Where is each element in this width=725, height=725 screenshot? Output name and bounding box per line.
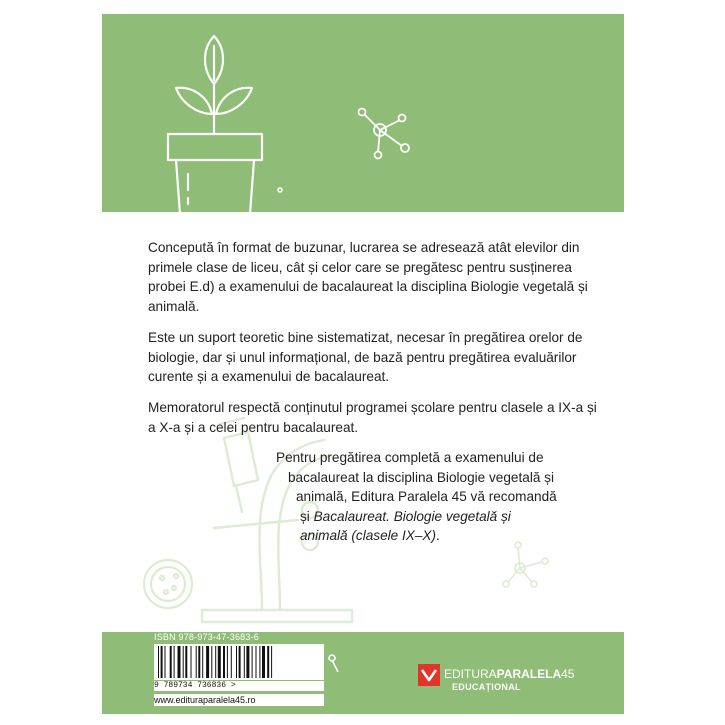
- publisher-name-bold: PARALELA: [496, 667, 562, 681]
- barcode-bar: [215, 646, 216, 678]
- barcode-bar: [267, 646, 269, 678]
- recommendation-suffix: .: [436, 528, 440, 543]
- recommendation-prefix: și: [300, 508, 314, 524]
- description-panel: [102, 212, 624, 632]
- barcode-bar: [252, 646, 253, 678]
- barcode-bar: [174, 646, 175, 678]
- barcode-bar: [202, 646, 203, 678]
- recommendation-line: Pentru pregătirea completă a examenului de: [276, 450, 544, 465]
- publisher-logo: [418, 664, 618, 698]
- barcode-bar: [236, 646, 237, 678]
- recommendation-line: [276, 526, 606, 546]
- description-paragraph-1: Concepută în format de buzunar, lucrarea se adresează atât elevilor din primele clase de liceu, cât și celor care se pregătesc pentru susținerea probei E.d) a examenului de bacalaureat la disciplina Biologie vegetală și animală.: [148, 240, 588, 314]
- barcode-bar: [256, 646, 257, 678]
- barcode-bar: [239, 646, 241, 678]
- recommendation-line: [276, 507, 606, 527]
- barcode-bar: [211, 646, 212, 678]
- molecule-icon: [503, 542, 548, 587]
- publisher-name: [444, 667, 574, 681]
- barcode-bar: [191, 646, 192, 678]
- petri-dish-icon: [144, 560, 192, 608]
- barcode-bar: [183, 646, 184, 678]
- barcode-bar: [165, 646, 166, 678]
- barcode-digits: 9 789734 736836 >: [154, 681, 324, 691]
- barcode-bar: [227, 646, 228, 678]
- recommendation-line: animală, Editura Paralela 45 vă recomandă: [296, 489, 557, 504]
- publisher-website: www.edituraparalela45.ro: [154, 694, 324, 706]
- publisher-imprint: EDUCAȚIONAL: [452, 682, 521, 692]
- barcode-bar: [218, 646, 221, 678]
- publisher-name-prefix: EDITURA: [444, 667, 497, 681]
- barcode-bar: [206, 646, 209, 678]
- barcode-bar: [185, 646, 187, 678]
- isbn-label: ISBN 978-973-47-3683-6: [154, 632, 259, 642]
- molecule-icon: [359, 109, 410, 159]
- barcode-bar: [170, 646, 172, 678]
- barcode-bars: [154, 644, 324, 680]
- barcode-bar: [246, 646, 249, 678]
- barcode-bar: [158, 646, 159, 678]
- barcode-bar: [198, 646, 200, 678]
- description-paragraph-3: Memoratorul respectă conținutul programei școlare pentru clasele a IX-a și a X-a și a celei pentru bacalaureat.: [148, 400, 597, 435]
- description-paragraph-2: Este un suport teoretic bine sistematizat, necesar în pregătirea orelor de biologie, dar și unul informațional, de bază pentru pregătirea evaluărilor curente și a examenului de bacalaureat.: [148, 330, 583, 384]
- barcode-bar: [196, 646, 197, 678]
- barcode-bar: [259, 646, 260, 678]
- barcode-bar: [271, 646, 272, 678]
- back-cover: [102, 14, 624, 714]
- barcode-bar: [262, 646, 265, 678]
- plant-pot-icon: [102, 14, 624, 214]
- barcode-bar: [244, 646, 245, 678]
- recommendation-line: bacalaureat la disciplina Biologie vegetală și: [288, 469, 555, 485]
- barcode-bar: [223, 646, 225, 678]
- barcode-bar: [161, 646, 163, 678]
- barcode-bar: [231, 646, 232, 678]
- barcode-bar: [178, 646, 181, 678]
- recommended-book-subtitle: animală (clasele IX–X): [300, 528, 436, 543]
- publisher-logo-mark-icon: [418, 664, 440, 686]
- barcode-block: [154, 632, 326, 706]
- publisher-name-suffix: 45: [561, 667, 575, 681]
- recommended-book-title: Bacalaureat. Biologie vegetală și: [313, 508, 511, 524]
- recommendation-paragraph: [276, 448, 606, 546]
